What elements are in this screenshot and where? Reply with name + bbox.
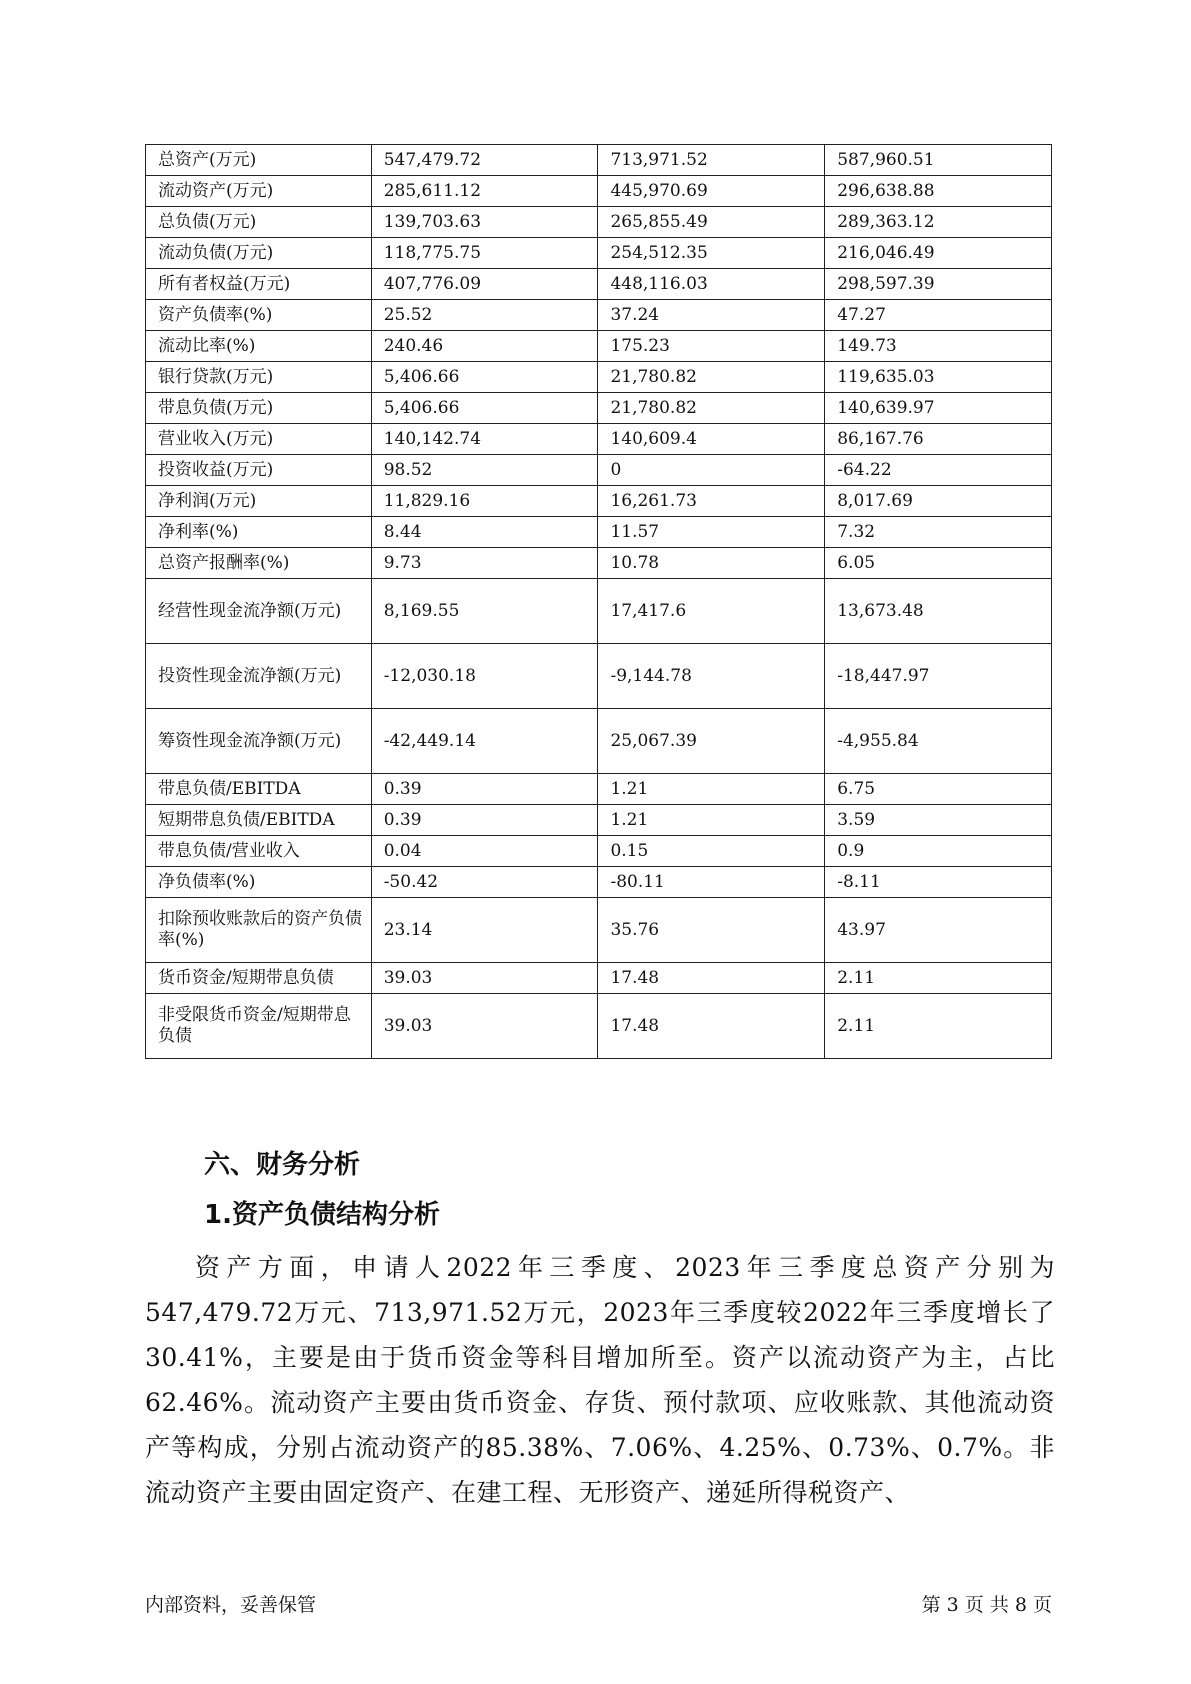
table-row bbox=[146, 331, 1052, 362]
cell-value: 140,142.74 bbox=[371, 424, 598, 455]
cell-value: 0.39 bbox=[371, 774, 598, 805]
cell-value: 7.32 bbox=[825, 517, 1052, 548]
row-label: 投资性现金流净额(万元) bbox=[146, 644, 372, 709]
cell-value: 118,775.75 bbox=[371, 238, 598, 269]
cell-value: 0.15 bbox=[598, 836, 825, 867]
row-label: 银行贷款(万元) bbox=[146, 362, 372, 393]
row-label: 货币资金/短期带息负债 bbox=[146, 963, 372, 994]
table-row bbox=[146, 774, 1052, 805]
cell-value: 0.04 bbox=[371, 836, 598, 867]
row-label: 筹资性现金流净额(万元) bbox=[146, 709, 372, 774]
cell-value: 25,067.39 bbox=[598, 709, 825, 774]
table-row bbox=[146, 579, 1052, 644]
row-label: 流动负债(万元) bbox=[146, 238, 372, 269]
cell-value: 1.21 bbox=[598, 774, 825, 805]
cell-value: 448,116.03 bbox=[598, 269, 825, 300]
cell-value: 6.05 bbox=[825, 548, 1052, 579]
cell-value: 9.73 bbox=[371, 548, 598, 579]
row-label: 总负债(万元) bbox=[146, 207, 372, 238]
table-row bbox=[146, 300, 1052, 331]
cell-value: 216,046.49 bbox=[825, 238, 1052, 269]
table-row bbox=[146, 994, 1052, 1059]
cell-value: 139,703.63 bbox=[371, 207, 598, 238]
table-row bbox=[146, 238, 1052, 269]
cell-value: 140,639.97 bbox=[825, 393, 1052, 424]
table-row bbox=[146, 176, 1052, 207]
cell-value: -50.42 bbox=[371, 867, 598, 898]
cell-value: -9,144.78 bbox=[598, 644, 825, 709]
table-row bbox=[146, 963, 1052, 994]
cell-value: 265,855.49 bbox=[598, 207, 825, 238]
cell-value: 39.03 bbox=[371, 994, 598, 1059]
cell-value: 2.11 bbox=[825, 963, 1052, 994]
cell-value: 1.21 bbox=[598, 805, 825, 836]
cell-value: -80.11 bbox=[598, 867, 825, 898]
cell-value: 0.9 bbox=[825, 836, 1052, 867]
table-row bbox=[146, 455, 1052, 486]
cell-value: 8,169.55 bbox=[371, 579, 598, 644]
row-label: 带息负债/营业收入 bbox=[146, 836, 372, 867]
cell-value: 0.39 bbox=[371, 805, 598, 836]
table-row bbox=[146, 269, 1052, 300]
row-label: 流动资产(万元) bbox=[146, 176, 372, 207]
cell-value: 547,479.72 bbox=[371, 145, 598, 176]
table-row bbox=[146, 548, 1052, 579]
cell-value: -18,447.97 bbox=[825, 644, 1052, 709]
cell-value: 98.52 bbox=[371, 455, 598, 486]
cell-value: 140,609.4 bbox=[598, 424, 825, 455]
cell-value: 13,673.48 bbox=[825, 579, 1052, 644]
table-row bbox=[146, 805, 1052, 836]
section-heading: 六、财务分析 bbox=[204, 1150, 361, 1180]
cell-value: 5,406.66 bbox=[371, 393, 598, 424]
cell-value: 149.73 bbox=[825, 331, 1052, 362]
table-row bbox=[146, 207, 1052, 238]
row-label: 短期带息负债/EBITDA bbox=[146, 805, 372, 836]
cell-value: 240.46 bbox=[371, 331, 598, 362]
row-label: 所有者权益(万元) bbox=[146, 269, 372, 300]
cell-value: 407,776.09 bbox=[371, 269, 598, 300]
cell-value: 86,167.76 bbox=[825, 424, 1052, 455]
cell-value: 2.11 bbox=[825, 994, 1052, 1059]
row-label: 非受限货币资金/短期带息负债 bbox=[146, 994, 372, 1059]
cell-value: 25.52 bbox=[371, 300, 598, 331]
cell-value: -8.11 bbox=[825, 867, 1052, 898]
table-body bbox=[146, 145, 1052, 1059]
cell-value: -4,955.84 bbox=[825, 709, 1052, 774]
row-label: 营业收入(万元) bbox=[146, 424, 372, 455]
row-label: 净利率(%) bbox=[146, 517, 372, 548]
row-label: 带息负债(万元) bbox=[146, 393, 372, 424]
cell-value: 119,635.03 bbox=[825, 362, 1052, 393]
cell-value: 8.44 bbox=[371, 517, 598, 548]
table-row bbox=[146, 644, 1052, 709]
cell-value: 39.03 bbox=[371, 963, 598, 994]
cell-value: 713,971.52 bbox=[598, 145, 825, 176]
cell-value: 285,611.12 bbox=[371, 176, 598, 207]
cell-value: -12,030.18 bbox=[371, 644, 598, 709]
cell-value: 35.76 bbox=[598, 898, 825, 963]
row-label: 总资产(万元) bbox=[146, 145, 372, 176]
cell-value: 47.27 bbox=[825, 300, 1052, 331]
table-row bbox=[146, 486, 1052, 517]
cell-value: 21,780.82 bbox=[598, 393, 825, 424]
cell-value: 298,597.39 bbox=[825, 269, 1052, 300]
table-row bbox=[146, 898, 1052, 963]
cell-value: -64.22 bbox=[825, 455, 1052, 486]
row-label: 资产负债率(%) bbox=[146, 300, 372, 331]
cell-value: 21,780.82 bbox=[598, 362, 825, 393]
cell-value: 23.14 bbox=[371, 898, 598, 963]
cell-value: 16,261.73 bbox=[598, 486, 825, 517]
footer-confidential-note: 内部资料，妥善保管 bbox=[145, 1594, 317, 1616]
row-label: 投资收益(万元) bbox=[146, 455, 372, 486]
cell-value: 17.48 bbox=[598, 963, 825, 994]
cell-value: 17.48 bbox=[598, 994, 825, 1059]
cell-value: 5,406.66 bbox=[371, 362, 598, 393]
row-label: 总资产报酬率(%) bbox=[146, 548, 372, 579]
row-label: 带息负债/EBITDA bbox=[146, 774, 372, 805]
cell-value: 175.23 bbox=[598, 331, 825, 362]
table-row bbox=[146, 709, 1052, 774]
cell-value: 587,960.51 bbox=[825, 145, 1052, 176]
cell-value: 37.24 bbox=[598, 300, 825, 331]
cell-value: 445,970.69 bbox=[598, 176, 825, 207]
table-row bbox=[146, 362, 1052, 393]
table-row bbox=[146, 145, 1052, 176]
footer-page-number: 第 3 页 共 8 页 bbox=[921, 1594, 1052, 1616]
section-subheading: 1.资产负债结构分析 bbox=[204, 1200, 440, 1230]
table-row bbox=[146, 393, 1052, 424]
cell-value: 11.57 bbox=[598, 517, 825, 548]
cell-value: 8,017.69 bbox=[825, 486, 1052, 517]
cell-value: 43.97 bbox=[825, 898, 1052, 963]
cell-value: 3.59 bbox=[825, 805, 1052, 836]
table-row bbox=[146, 424, 1052, 455]
cell-value: 17,417.6 bbox=[598, 579, 825, 644]
cell-value: 10.78 bbox=[598, 548, 825, 579]
row-label: 扣除预收账款后的资产负债率(%) bbox=[146, 898, 372, 963]
cell-value: 6.75 bbox=[825, 774, 1052, 805]
table-row bbox=[146, 836, 1052, 867]
row-label: 净利润(万元) bbox=[146, 486, 372, 517]
row-label: 流动比率(%) bbox=[146, 331, 372, 362]
cell-value: 11,829.16 bbox=[371, 486, 598, 517]
cell-value: -42,449.14 bbox=[371, 709, 598, 774]
cell-value: 0 bbox=[598, 455, 825, 486]
table-row bbox=[146, 517, 1052, 548]
cell-value: 289,363.12 bbox=[825, 207, 1052, 238]
analysis-paragraph: 资产方面，申请人2022年三季度、2023年三季度总资产分别为547,479.72万元、713,971.52万元，2023年三季度较2022年三季度增长了30.41%，主要是由于货币资金等科目增加所至。资产以流动资产为主，占比62.46%。流动资产主要由货币资金、存货、预付款项、应收账款、其他流动资产等构成，分别占流动资产的85.38%、7.06%、4.25%、0.73%、0.7%。非流动资产主要由固定资产、在建工程、无形资产、递延所得税资产、 bbox=[145, 1253, 1055, 1507]
row-label: 净负债率(%) bbox=[146, 867, 372, 898]
cell-value: 254,512.35 bbox=[598, 238, 825, 269]
cell-value: 296,638.88 bbox=[825, 176, 1052, 207]
financial-indicators-table bbox=[145, 144, 1052, 1059]
row-label: 经营性现金流净额(万元) bbox=[146, 579, 372, 644]
table-row bbox=[146, 867, 1052, 898]
